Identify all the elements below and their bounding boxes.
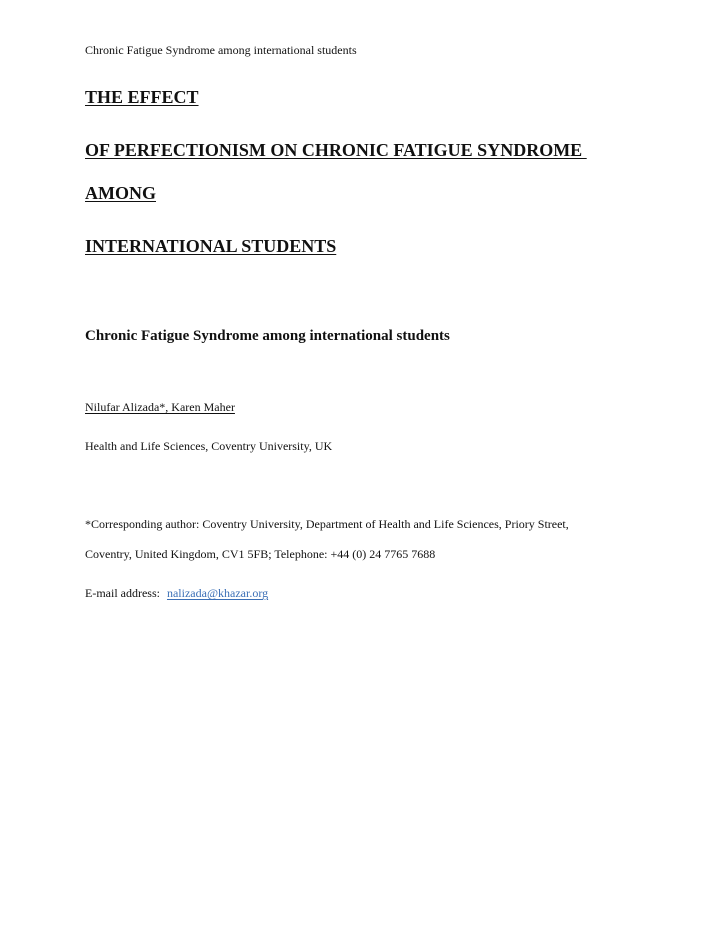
corresponding-author-line-1: *Corresponding author: Coventry University, Department of Health and Life Sciences, Priory Street, — [85, 517, 569, 531]
affiliation: Health and Life Sciences, Coventry University, UK — [85, 439, 333, 453]
running-title-subtitle: Chronic Fatigue Syndrome among international students — [85, 328, 450, 344]
corresponding-author-line-2: Coventry, United Kingdom, CV1 5FB; Telephone: +44 (0) 24 7765 7688 — [85, 547, 436, 561]
title-line-1: THE EFFECT — [85, 87, 199, 107]
email-row — [85, 586, 268, 600]
title-line-2: OF PERFECTIONISM ON CHRONIC FATIGUE SYNDROME — [85, 140, 587, 160]
running-header: Chronic Fatigue Syndrome among international students — [85, 43, 357, 57]
title-line-3: AMONG — [85, 183, 156, 203]
title-line-4: INTERNATIONAL STUDENTS — [85, 236, 337, 256]
email-label: E-mail address: — [85, 586, 160, 600]
email-link[interactable]: nalizada@khazar.org — [166, 586, 269, 600]
author-list: Nilufar Alizada*, Karen Maher — [85, 400, 235, 414]
